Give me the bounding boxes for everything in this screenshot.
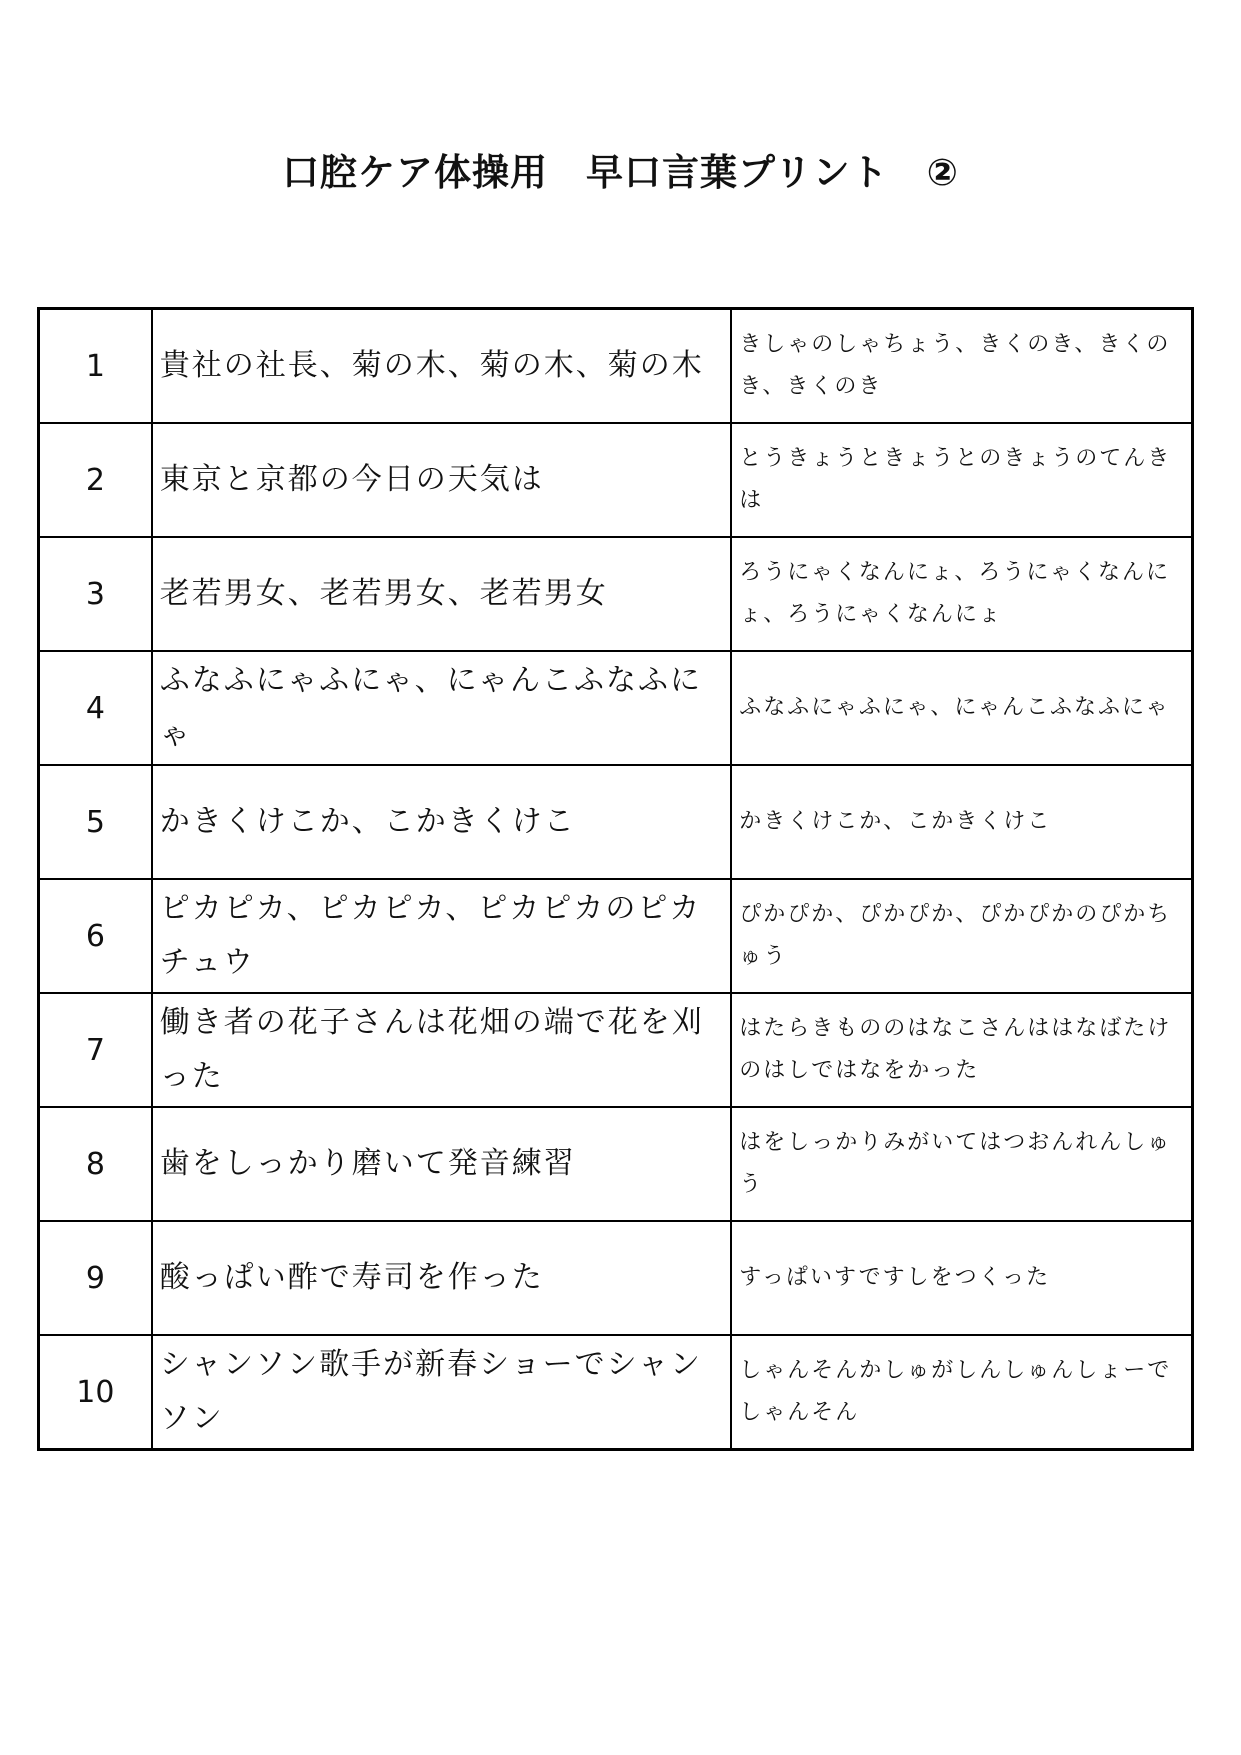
hiragana-reading: きしゃのしゃちょう、きくのき、きくのき、きくのき [731, 309, 1192, 424]
page-title: 口腔ケア体操用 早口言葉プリント ② [282, 151, 959, 194]
hiragana-reading: ろうにゃくなんにょ、ろうにゃくなんにょ、ろうにゃくなんにょ [731, 537, 1192, 651]
hiragana-reading: とうきょうときょうとのきょうのてんきは [731, 423, 1192, 537]
row-number: 10 [39, 1335, 152, 1450]
table-row [39, 1221, 1193, 1335]
row-number: 5 [39, 765, 152, 879]
table-body [39, 309, 1193, 1450]
hiragana-reading: しゃんそんかしゅがしんしゅんしょーでしゃんそん [731, 1335, 1192, 1450]
tongue-twister-phrase: 貴社の社長、菊の木、菊の木、菊の木 [152, 309, 732, 424]
table-row [39, 309, 1193, 424]
tongue-twister-phrase: ピカピカ、ピカピカ、ピカピカのピカチュウ [152, 879, 732, 993]
hiragana-reading: かきくけこか、こかきくけこ [731, 765, 1192, 879]
tongue-twister-phrase: かきくけこか、こかきくけこ [152, 765, 732, 879]
row-number: 4 [39, 651, 152, 765]
tongue-twister-phrase: 老若男女、老若男女、老若男女 [152, 537, 732, 651]
hiragana-reading: はをしっかりみがいてはつおんれんしゅう [731, 1107, 1192, 1221]
table-row [39, 423, 1193, 537]
table-row [39, 1335, 1193, 1450]
table-row [39, 651, 1193, 765]
hiragana-reading: ぴかぴか、ぴかぴか、ぴかぴかのぴかちゅう [731, 879, 1192, 993]
tongue-twister-phrase: シャンソン歌手が新春ショーでシャンソン [152, 1335, 732, 1450]
table-row [39, 537, 1193, 651]
row-number: 9 [39, 1221, 152, 1335]
table-row [39, 765, 1193, 879]
row-number: 7 [39, 993, 152, 1107]
tongue-twister-phrase: 働き者の花子さんは花畑の端で花を刈った [152, 993, 732, 1107]
row-number: 8 [39, 1107, 152, 1221]
row-number: 6 [39, 879, 152, 993]
tongue-twister-phrase: 酸っぱい酢で寿司を作った [152, 1221, 732, 1335]
row-number: 2 [39, 423, 152, 537]
tongue-twister-phrase: 歯をしっかり磨いて発音練習 [152, 1107, 732, 1221]
hiragana-reading: はたらきもののはなこさんははなばたけのはしではなをかった [731, 993, 1192, 1107]
table-row [39, 879, 1193, 993]
table-row [39, 1107, 1193, 1221]
tongue-twister-table [37, 307, 1194, 1451]
row-number: 1 [39, 309, 152, 424]
table-row [39, 993, 1193, 1107]
row-number: 3 [39, 537, 152, 651]
tongue-twister-phrase: ふなふにゃふにゃ、にゃんこふなふにゃ [152, 651, 732, 765]
tongue-twister-phrase: 東京と京都の今日の天気は [152, 423, 732, 537]
hiragana-reading: すっぱいすですしをつくった [731, 1221, 1192, 1335]
hiragana-reading: ふなふにゃふにゃ、にゃんこふなふにゃ [731, 651, 1192, 765]
